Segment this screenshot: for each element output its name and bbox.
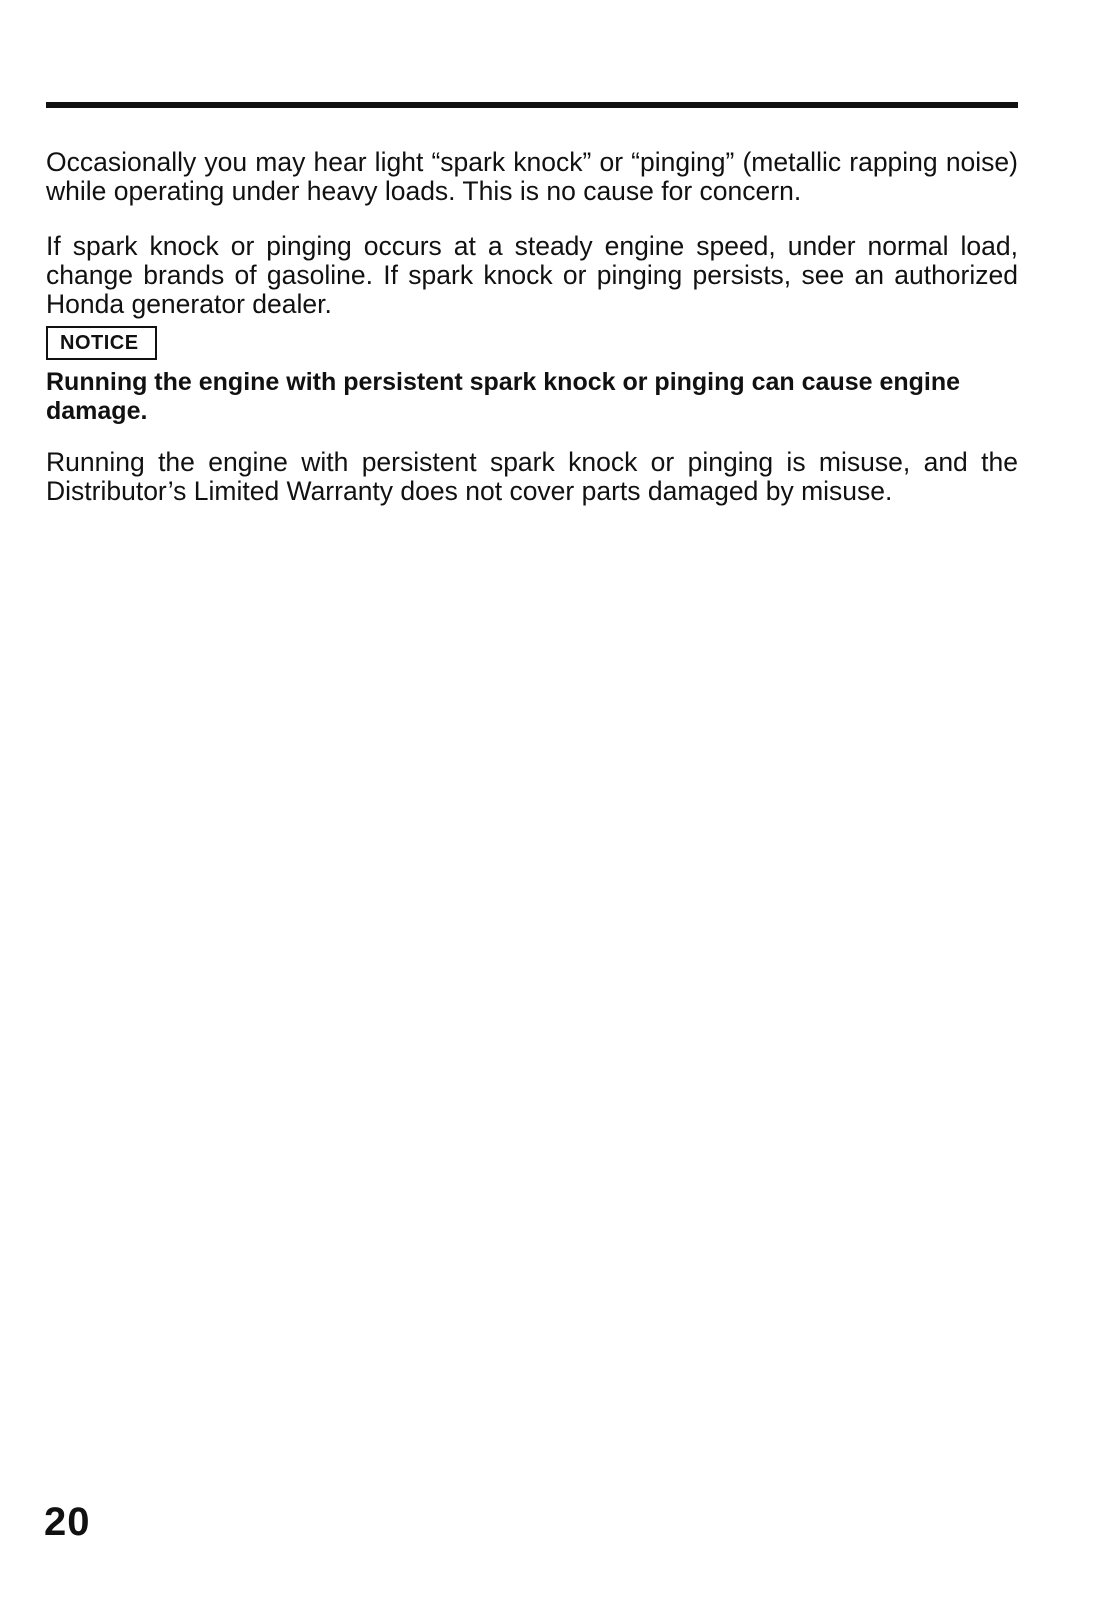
header-rule [46,102,1018,108]
paragraph-change-gasoline: If spark knock or pinging occurs at a steady engine speed, under normal load, change brands of gasoline. If spark knock or pinging persists, see an authorized Honda generator dealer. [46,231,1018,319]
paragraph-warranty: Running the engine with persistent spark knock or pinging is misuse, and the Distributor’s Limited Warranty does not cover parts damaged by misuse. [46,447,1018,506]
page-number: 20 [44,1500,91,1544]
notice-label: NOTICE [46,326,157,360]
notice-text: Running the engine with persistent spark knock or pinging can cause engine damage. [46,368,961,425]
paragraph-spark-knock: Occasionally you may hear light “spark knock” or “pinging” (metallic rapping noise) while operating under heavy loads. This is no cause for concern. [46,147,1018,206]
